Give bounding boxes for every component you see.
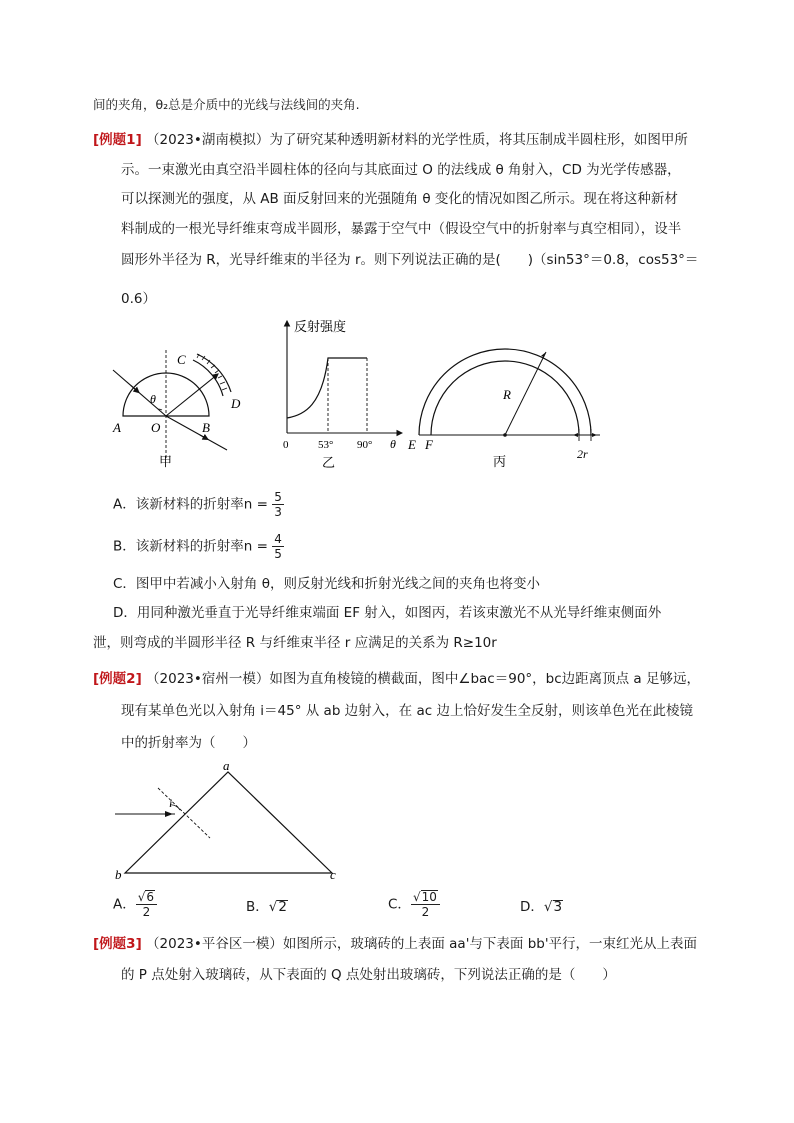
x-tick-0: 0: [283, 439, 289, 451]
label-i: i: [169, 796, 173, 810]
ex2-option-c-fraction: $\frac{√10}{2}$: [411, 890, 440, 919]
ex1-option-a-text: A．该新材料的折射率n =: [113, 496, 268, 513]
intro-line: 间的夹角，θ₂总是介质中的光线与法线间的夹角.: [93, 97, 360, 112]
semicircle-body: [123, 373, 209, 416]
example-1-line-2: 示。一束激光由真空沿半圆柱体的径向与其底面过 O 的法线成 θ 角射入，CD 为光学传感器，: [121, 162, 681, 178]
example-1-line-5: 圆形外半径为 R，光导纤维束的半径为 r。则下列说法正确的是( )（sin53°＝0.8，cos53°＝: [121, 252, 699, 268]
ex2-option-c-label: C．: [388, 896, 411, 913]
figure-prism: [110, 758, 345, 883]
label-vertex-c: c: [330, 867, 336, 882]
example-3-line-1: 如图所示，玻璃砖的上表面 aa'与下表面 bb'平行，一束红光从上表面: [282, 936, 698, 952]
example-1-line-1: 为了研究某种透明新材料的光学性质，将其压制成半圆柱形，如图甲所: [269, 132, 688, 148]
ex2-option-b-label: B．: [246, 899, 269, 915]
label-vertex-a: a: [223, 758, 230, 773]
prism-outline: [125, 772, 332, 873]
example-1-source: （2023•湖南模拟）: [146, 132, 270, 148]
label-e: E: [408, 437, 416, 452]
ex1-option-a[interactable]: [113, 490, 284, 519]
example-1-line-3: 可以探测光的强度，从 AB 面反射回来的光强随角 θ 变化的情况如图乙所示。现在将这种新材: [121, 191, 678, 207]
ex2-option-b[interactable]: [246, 898, 288, 916]
ex2-option-c[interactable]: [388, 890, 440, 919]
example-3-tag: [例题3]: [93, 936, 142, 952]
reflection-curve: [287, 358, 367, 418]
figure-bing: [405, 340, 605, 470]
ex1-option-d-cont: 泄，则弯成的半圆形半径 R 与纤维束半径 r 应满足的关系为 R≥10r: [93, 635, 497, 651]
ex1-option-d[interactable]: D．用同种激光垂直于光导纤维束端面 EF 射入，如图丙，若该束激光不从光导纤维束侧面外: [113, 605, 662, 621]
example-3-source: （2023•平谷区一模）: [146, 936, 283, 952]
label-r-big: R: [503, 387, 511, 402]
label-theta: θ: [150, 392, 156, 406]
label-2r: 2r: [577, 447, 588, 461]
example-1-tag: [例题1]: [93, 132, 142, 148]
label-a: A: [113, 420, 121, 435]
ex2-option-a[interactable]: [113, 890, 157, 919]
refracted-ray: [166, 416, 227, 450]
label-b: B: [202, 420, 210, 435]
example-2-tag: [例题2]: [93, 671, 142, 687]
example-1-header: [93, 131, 688, 149]
figure-jia: [105, 340, 265, 470]
example-2-line-1: 如图为直角棱镜的横截面，图中∠bac＝90°，bc边距离顶点 a 足够远，: [269, 671, 701, 687]
label-d: D: [231, 396, 241, 411]
example-2-line-3: 中的折射率为（ ）: [121, 735, 256, 751]
caption-yi: 乙: [322, 455, 336, 470]
ex2-option-d-label: D．: [520, 899, 544, 915]
ex2-option-d-value: √3: [543, 899, 563, 915]
ex2-option-b-value: √2: [268, 899, 287, 915]
caption-bing: 丙: [493, 454, 507, 469]
example-3-header: [93, 935, 697, 953]
example-2-header: [93, 670, 700, 688]
y-axis-label: 反射强度: [294, 319, 347, 334]
label-vertex-b: b: [115, 867, 122, 882]
x-tick-90: 90°: [357, 439, 373, 451]
example-1-line-6: 0.6）: [121, 291, 156, 307]
reflected-ray: [166, 374, 218, 416]
caption-jia: 甲: [159, 454, 173, 469]
ex1-option-a-fraction: $\frac{5}{3}$: [274, 490, 282, 519]
example-2-line-2: 现有某单色光以入射角 i＝45° 从 ab 边射入，在 ac 边上恰好发生全反射，则该单色光在此棱镜: [121, 703, 693, 719]
x-tick-53: 53°: [318, 439, 334, 451]
ex1-option-b-text: B．该新材料的折射率n =: [113, 538, 268, 555]
x-axis-label: θ: [390, 437, 396, 451]
label-f: F: [425, 437, 433, 452]
ex1-option-b-fraction: $\frac{4}{5}$: [274, 532, 282, 561]
ex2-option-a-label: A．: [113, 896, 136, 913]
figure-yi: [270, 315, 410, 475]
label-c: C: [177, 352, 186, 367]
ex2-option-d[interactable]: [520, 898, 563, 916]
ex1-option-b[interactable]: [113, 532, 284, 561]
example-1-line-4: 料制成的一根光导纤维束弯成半圆形，暴露于空气中（假设空气中的折射率与真空相同），设半: [121, 221, 682, 237]
ex1-option-c[interactable]: C．图甲中若减小入射角 θ，则反射光线和折射光线之间的夹角也将变小: [113, 576, 540, 592]
label-o: O: [151, 420, 161, 435]
example-3-line-2: 的 P 点处射入玻璃砖，从下表面的 Q 点处射出玻璃砖，下列说法正确的是（ ）: [121, 967, 616, 983]
example-2-source: （2023•宿州一模）: [146, 671, 270, 687]
ex2-option-a-fraction: $\frac{√6}{2}$: [136, 890, 157, 919]
